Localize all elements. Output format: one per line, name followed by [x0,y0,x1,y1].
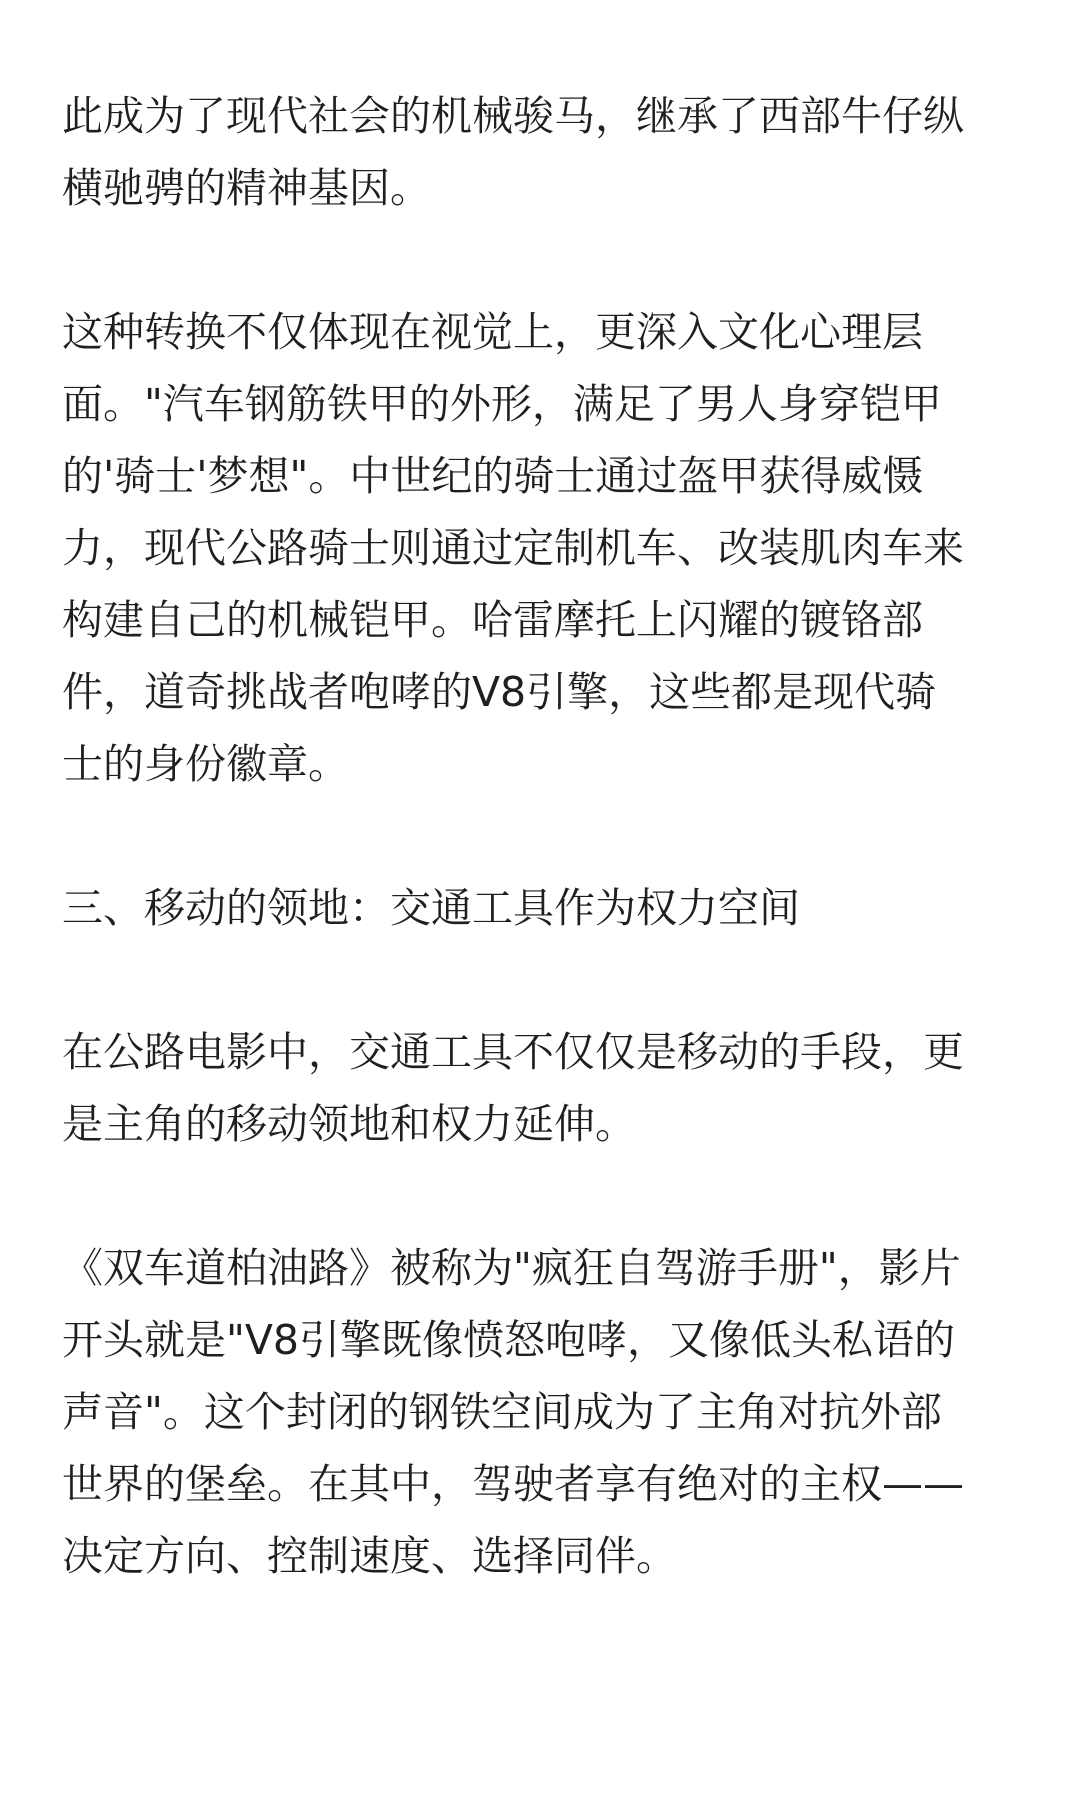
text-line: 横驰骋的精神基因。 [62,164,431,212]
heading-text: 三、移动的领地：交通工具作为权力空间 [62,884,800,932]
text-line: 士的身份徽章。 [62,740,349,788]
text-line: 此成为了现代社会的机械骏马，继承了西部牛仔纵 [62,92,964,140]
section-heading [62,872,1020,944]
text-line: 面。"汽车钢筋铁甲的外形，满足了男人身穿铠甲 [62,380,942,428]
text-line: 开头就是"V8引擎既像愤怒咆哮，又像低头私语的 [62,1316,955,1364]
text-line: 构建自己的机械铠甲。哈雷摩托上闪耀的镀铬部 [62,596,923,644]
paragraph-4 [62,1232,1020,1592]
text-line: 声音"。这个封闭的钢铁空间成为了主角对抗外部 [62,1388,942,1436]
text-line: 是主角的移动领地和权力延伸。 [62,1100,636,1148]
text-line: 《双车道柏油路》被称为"疯狂自驾游手册"，影片 [62,1244,961,1292]
text-line: 的'骑士'梦想"。中世纪的骑士通过盔甲获得威慑 [62,452,924,500]
paragraph-3 [62,1016,1020,1160]
paragraph-2 [62,296,1020,800]
text-line: 这种转换不仅体现在视觉上，更深入文化心理层 [62,308,923,356]
paragraph-1 [62,80,1020,224]
text-line: 件，道奇挑战者咆哮的V8引擎，这些都是现代骑 [62,668,937,716]
text-line: 世界的堡垒。在其中，驾驶者享有绝对的主权—— [62,1460,964,1508]
text-line: 在公路电影中，交通工具不仅仅是移动的手段，更 [62,1028,964,1076]
text-line: 力，现代公路骑士则通过定制机车、改装肌肉车来 [62,524,964,572]
text-line: 决定方向、控制速度、选择同伴。 [62,1532,677,1580]
article-body [62,80,1020,1664]
